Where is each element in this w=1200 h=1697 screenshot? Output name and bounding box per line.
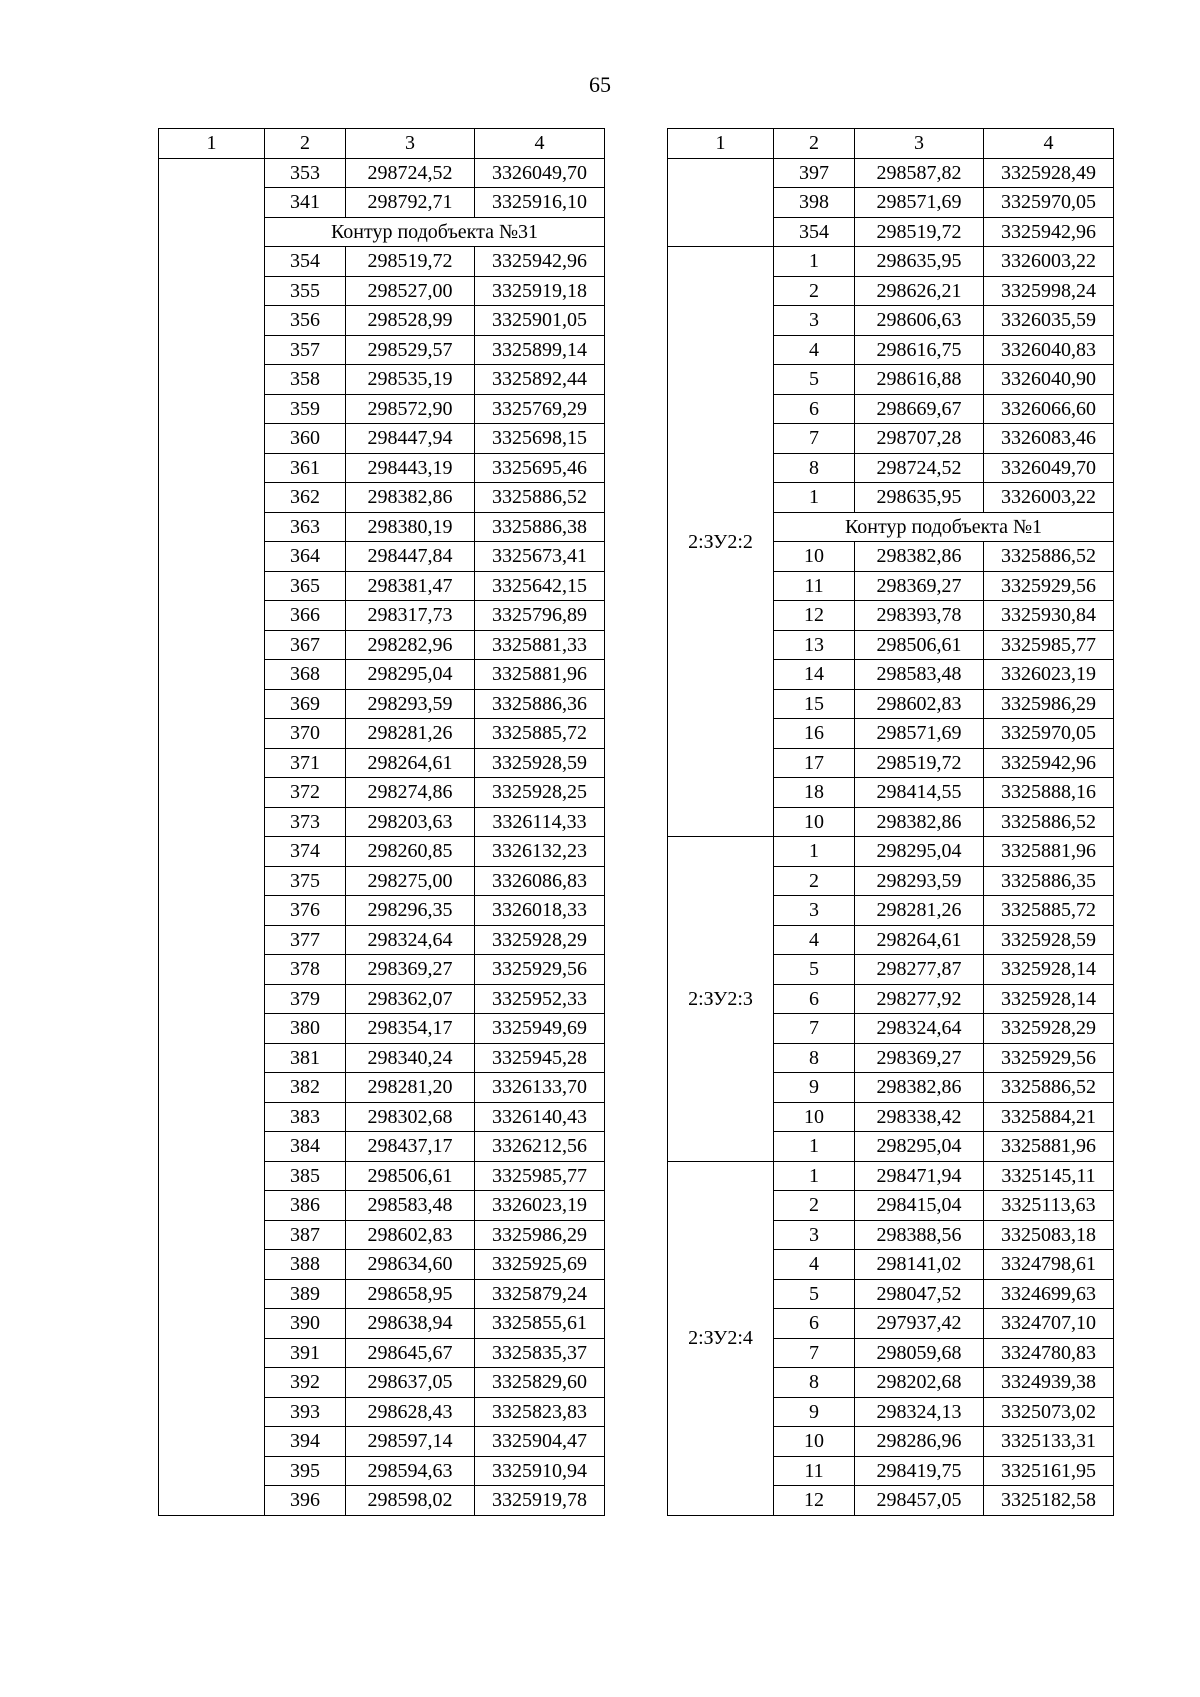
point-number: 8 (774, 1043, 855, 1073)
coordinate-y: 3326040,90 (984, 365, 1114, 395)
point-number: 375 (265, 866, 346, 896)
coordinate-y: 3325925,69 (475, 1250, 605, 1280)
coordinate-y: 3325928,25 (475, 778, 605, 808)
point-number: 393 (265, 1397, 346, 1427)
coordinate-y: 3325986,29 (984, 689, 1114, 719)
coordinate-y: 3325769,29 (475, 394, 605, 424)
coordinate-x: 298414,55 (855, 778, 984, 808)
coordinate-x: 298275,00 (346, 866, 475, 896)
coordinate-y: 3325998,24 (984, 276, 1114, 306)
point-number: 380 (265, 1014, 346, 1044)
coordinate-y: 3325161,95 (984, 1456, 1114, 1486)
point-number: 365 (265, 571, 346, 601)
point-number: 394 (265, 1427, 346, 1457)
coordinate-x: 298277,92 (855, 984, 984, 1014)
coordinate-x: 298457,05 (855, 1486, 984, 1516)
point-number: 11 (774, 1456, 855, 1486)
column-header: 3 (346, 129, 475, 159)
point-number: 358 (265, 365, 346, 395)
coordinate-y: 3324707,10 (984, 1309, 1114, 1339)
point-number: 4 (774, 1250, 855, 1280)
coordinate-y: 3325928,49 (984, 158, 1114, 188)
coordinate-y: 3325945,28 (475, 1043, 605, 1073)
point-number: 388 (265, 1250, 346, 1280)
coordinate-y: 3325929,56 (984, 1043, 1114, 1073)
coordinate-x: 298369,27 (855, 571, 984, 601)
coordinate-y: 3326083,46 (984, 424, 1114, 454)
coordinate-y: 3325928,14 (984, 984, 1114, 1014)
coordinate-y: 3325073,02 (984, 1397, 1114, 1427)
point-number: 6 (774, 984, 855, 1014)
coordinate-y: 3325881,96 (475, 660, 605, 690)
coordinate-x: 298382,86 (855, 542, 984, 572)
object-id-cell: 2:ЗУ2:3 (668, 837, 774, 1162)
coordinate-y: 3325886,36 (475, 689, 605, 719)
point-number: 17 (774, 748, 855, 778)
contour-label: Контур подобъекта №1 (774, 512, 1114, 542)
point-number: 5 (774, 365, 855, 395)
coordinate-x: 298443,19 (346, 453, 475, 483)
coordinate-x: 298264,61 (346, 748, 475, 778)
coordinate-y: 3325942,96 (475, 247, 605, 277)
coordinate-y: 3326049,70 (475, 158, 605, 188)
coordinate-y: 3325888,16 (984, 778, 1114, 808)
point-number: 12 (774, 601, 855, 631)
coordinate-x: 298506,61 (855, 630, 984, 660)
point-number: 10 (774, 542, 855, 572)
coordinate-y: 3325901,05 (475, 306, 605, 336)
coordinate-x: 298447,94 (346, 424, 475, 454)
point-number: 8 (774, 453, 855, 483)
coordinate-x: 298572,90 (346, 394, 475, 424)
coordinate-y: 3325986,29 (475, 1220, 605, 1250)
column-header: 1 (159, 129, 265, 159)
object-id-cell: 2:ЗУ2:2 (668, 247, 774, 837)
page-number: 65 (589, 72, 611, 97)
coordinate-y: 3325881,96 (984, 1132, 1114, 1162)
object-id-cell: 2:ЗУ2:4 (668, 1161, 774, 1515)
coordinate-y: 3326066,60 (984, 394, 1114, 424)
point-number: 1 (774, 1132, 855, 1162)
coordinate-y: 3326040,83 (984, 335, 1114, 365)
coordinate-x: 298637,05 (346, 1368, 475, 1398)
point-number: 356 (265, 306, 346, 336)
coordinate-x: 298571,69 (855, 719, 984, 749)
column-header: 2 (265, 129, 346, 159)
coordinate-x: 298281,26 (346, 719, 475, 749)
point-number: 10 (774, 807, 855, 837)
coordinate-y: 3325881,96 (984, 837, 1114, 867)
point-number: 4 (774, 925, 855, 955)
coordinate-y: 3325182,58 (984, 1486, 1114, 1516)
coordinate-x: 298295,04 (346, 660, 475, 690)
coordinate-y: 3325930,84 (984, 601, 1114, 631)
coordinate-y: 3325113,63 (984, 1191, 1114, 1221)
coordinate-y: 3325985,77 (984, 630, 1114, 660)
coordinate-x: 298583,48 (346, 1191, 475, 1221)
coordinate-x: 298388,56 (855, 1220, 984, 1250)
coordinate-y: 3325885,72 (475, 719, 605, 749)
coordinate-y: 3325133,31 (984, 1427, 1114, 1457)
point-number: 384 (265, 1132, 346, 1162)
coordinate-y: 3325929,56 (475, 955, 605, 985)
point-number: 397 (774, 158, 855, 188)
column-header: 1 (668, 129, 774, 159)
coordinates-table-left (158, 128, 605, 1516)
point-number: 374 (265, 837, 346, 867)
point-number: 382 (265, 1073, 346, 1103)
point-number: 5 (774, 955, 855, 985)
point-number: 3 (774, 896, 855, 926)
point-number: 354 (265, 247, 346, 277)
point-number: 396 (265, 1486, 346, 1516)
point-number: 15 (774, 689, 855, 719)
table-row (668, 247, 1114, 277)
coordinate-y: 3326114,33 (475, 807, 605, 837)
coordinate-y: 3325899,14 (475, 335, 605, 365)
coordinate-x: 298598,02 (346, 1486, 475, 1516)
coordinate-x: 298529,57 (346, 335, 475, 365)
coordinate-x: 298724,52 (346, 158, 475, 188)
coordinate-x: 298277,87 (855, 955, 984, 985)
coordinate-y: 3325855,61 (475, 1309, 605, 1339)
coordinate-x: 298634,60 (346, 1250, 475, 1280)
coordinate-y: 3325916,10 (475, 188, 605, 218)
coordinate-y: 3325928,59 (984, 925, 1114, 955)
point-number: 381 (265, 1043, 346, 1073)
point-number: 2 (774, 1191, 855, 1221)
point-number: 389 (265, 1279, 346, 1309)
table-row (159, 158, 605, 188)
point-number: 6 (774, 394, 855, 424)
coordinate-y: 3325929,56 (984, 571, 1114, 601)
coordinate-x: 298286,96 (855, 1427, 984, 1457)
point-number: 357 (265, 335, 346, 365)
coordinate-y: 3325949,69 (475, 1014, 605, 1044)
point-number: 361 (265, 453, 346, 483)
coordinate-x: 298519,72 (855, 217, 984, 247)
coordinate-y: 3326003,22 (984, 247, 1114, 277)
coordinate-x: 298202,68 (855, 1368, 984, 1398)
coordinate-y: 3325886,38 (475, 512, 605, 542)
coordinate-x: 298602,83 (346, 1220, 475, 1250)
coordinate-y: 3325928,29 (475, 925, 605, 955)
point-number: 10 (774, 1427, 855, 1457)
coordinate-x: 298295,04 (855, 837, 984, 867)
coordinate-x: 298527,00 (346, 276, 475, 306)
point-number: 6 (774, 1309, 855, 1339)
point-number: 14 (774, 660, 855, 690)
coordinate-y: 3325904,47 (475, 1427, 605, 1457)
coordinate-y: 3325928,59 (475, 748, 605, 778)
point-number: 2 (774, 866, 855, 896)
point-number: 9 (774, 1073, 855, 1103)
coordinate-x: 298616,75 (855, 335, 984, 365)
coordinate-x: 298616,88 (855, 365, 984, 395)
point-number: 366 (265, 601, 346, 631)
coordinate-y: 3325928,29 (984, 1014, 1114, 1044)
coordinate-x: 298506,61 (346, 1161, 475, 1191)
coordinate-x: 298381,47 (346, 571, 475, 601)
coordinate-y: 3326023,19 (984, 660, 1114, 690)
coordinate-x: 298382,86 (855, 1073, 984, 1103)
coordinate-y: 3324699,63 (984, 1279, 1114, 1309)
table-row (668, 158, 1114, 188)
contour-label: Контур подобъекта №31 (265, 217, 605, 247)
point-number: 385 (265, 1161, 346, 1191)
coordinate-x: 298437,17 (346, 1132, 475, 1162)
coordinate-x: 298295,04 (855, 1132, 984, 1162)
object-id-cell (159, 158, 265, 1515)
point-number: 372 (265, 778, 346, 808)
coordinate-y: 3326049,70 (984, 453, 1114, 483)
coordinate-x: 298281,26 (855, 896, 984, 926)
point-number: 3 (774, 1220, 855, 1250)
coordinate-x: 298724,52 (855, 453, 984, 483)
coordinate-x: 298338,42 (855, 1102, 984, 1132)
coordinate-y: 3325919,18 (475, 276, 605, 306)
coordinate-x: 298382,86 (346, 483, 475, 513)
coordinate-x: 298645,67 (346, 1338, 475, 1368)
point-number: 7 (774, 1014, 855, 1044)
point-number: 12 (774, 1486, 855, 1516)
coordinate-x: 298340,24 (346, 1043, 475, 1073)
coordinate-y: 3324939,38 (984, 1368, 1114, 1398)
coordinate-x: 298047,52 (855, 1279, 984, 1309)
coordinate-x: 298380,19 (346, 512, 475, 542)
coordinate-x: 298792,71 (346, 188, 475, 218)
point-number: 390 (265, 1309, 346, 1339)
coordinate-x: 298626,21 (855, 276, 984, 306)
point-number: 7 (774, 1338, 855, 1368)
column-header: 4 (475, 129, 605, 159)
coordinate-x: 298583,48 (855, 660, 984, 690)
coordinate-y: 3324780,83 (984, 1338, 1114, 1368)
column-header: 3 (855, 129, 984, 159)
coordinate-y: 3325942,96 (984, 217, 1114, 247)
point-number: 355 (265, 276, 346, 306)
point-number: 387 (265, 1220, 346, 1250)
coordinate-y: 3326023,19 (475, 1191, 605, 1221)
coordinate-x: 298354,17 (346, 1014, 475, 1044)
coordinate-y: 3325886,52 (984, 807, 1114, 837)
coordinate-y: 3325698,15 (475, 424, 605, 454)
point-number: 3 (774, 306, 855, 336)
coordinate-y: 3326018,33 (475, 896, 605, 926)
point-number: 383 (265, 1102, 346, 1132)
coordinate-x: 298606,63 (855, 306, 984, 336)
coordinate-x: 298324,64 (346, 925, 475, 955)
coordinate-y: 3325985,77 (475, 1161, 605, 1191)
coordinate-y: 3325879,24 (475, 1279, 605, 1309)
point-number: 379 (265, 984, 346, 1014)
coordinate-x: 298296,35 (346, 896, 475, 926)
coordinate-y: 3325884,21 (984, 1102, 1114, 1132)
coordinate-y: 3325642,15 (475, 571, 605, 601)
coordinate-x: 298141,02 (855, 1250, 984, 1280)
point-number: 395 (265, 1456, 346, 1486)
coordinate-y: 3325970,05 (984, 188, 1114, 218)
coordinate-x: 298571,69 (855, 188, 984, 218)
coordinate-x: 298707,28 (855, 424, 984, 454)
coordinate-x: 298059,68 (855, 1338, 984, 1368)
point-number: 1 (774, 483, 855, 513)
point-number: 364 (265, 542, 346, 572)
coordinate-x: 298535,19 (346, 365, 475, 395)
coordinate-x: 298638,94 (346, 1309, 475, 1339)
coordinate-x: 298628,43 (346, 1397, 475, 1427)
coordinate-y: 3325083,18 (984, 1220, 1114, 1250)
point-number: 371 (265, 748, 346, 778)
column-header: 4 (984, 129, 1114, 159)
coordinate-x: 298602,83 (855, 689, 984, 719)
point-number: 359 (265, 394, 346, 424)
coordinate-x: 298260,85 (346, 837, 475, 867)
coordinate-y: 3325823,83 (475, 1397, 605, 1427)
coordinate-y: 3325835,37 (475, 1338, 605, 1368)
coordinate-y: 3325910,94 (475, 1456, 605, 1486)
point-number: 368 (265, 660, 346, 690)
coordinate-x: 298597,14 (346, 1427, 475, 1457)
table-row (668, 837, 1114, 867)
point-number: 13 (774, 630, 855, 660)
point-number: 1 (774, 247, 855, 277)
point-number: 376 (265, 896, 346, 926)
coordinate-y: 3326003,22 (984, 483, 1114, 513)
coordinate-y: 3325881,33 (475, 630, 605, 660)
column-header: 2 (774, 129, 855, 159)
coordinate-x: 298419,75 (855, 1456, 984, 1486)
coordinate-x: 298362,07 (346, 984, 475, 1014)
coordinate-y: 3326133,70 (475, 1073, 605, 1103)
coordinate-x: 298415,04 (855, 1191, 984, 1221)
coordinate-x: 298293,59 (346, 689, 475, 719)
coordinate-x: 298282,96 (346, 630, 475, 660)
point-number: 392 (265, 1368, 346, 1398)
table-header-row (668, 129, 1114, 159)
coordinate-y: 3326086,83 (475, 866, 605, 896)
coordinate-y: 3325886,52 (984, 542, 1114, 572)
point-number: 8 (774, 1368, 855, 1398)
coordinate-x: 298274,86 (346, 778, 475, 808)
table-header-row (159, 129, 605, 159)
point-number: 369 (265, 689, 346, 719)
coordinate-y: 3325673,41 (475, 542, 605, 572)
coordinate-y: 3325892,44 (475, 365, 605, 395)
point-number: 386 (265, 1191, 346, 1221)
coordinate-y: 3326140,43 (475, 1102, 605, 1132)
point-number: 360 (265, 424, 346, 454)
point-number: 354 (774, 217, 855, 247)
coordinate-y: 3325952,33 (475, 984, 605, 1014)
point-number: 377 (265, 925, 346, 955)
coordinate-y: 3324798,61 (984, 1250, 1114, 1280)
point-number: 363 (265, 512, 346, 542)
coordinate-y: 3325928,14 (984, 955, 1114, 985)
coordinate-x: 298669,67 (855, 394, 984, 424)
coordinate-x: 298302,68 (346, 1102, 475, 1132)
point-number: 1 (774, 837, 855, 867)
object-id-cell (668, 158, 774, 247)
coordinate-x: 297937,42 (855, 1309, 984, 1339)
coordinate-y: 3326212,56 (475, 1132, 605, 1162)
coordinate-y: 3325919,78 (475, 1486, 605, 1516)
coordinate-y: 3325885,72 (984, 896, 1114, 926)
coordinate-x: 298324,64 (855, 1014, 984, 1044)
coordinate-y: 3325886,35 (984, 866, 1114, 896)
coordinate-y: 3325796,89 (475, 601, 605, 631)
coordinate-x: 298519,72 (346, 247, 475, 277)
point-number: 353 (265, 158, 346, 188)
coordinates-table-right (667, 128, 1114, 1516)
coordinate-x: 298393,78 (855, 601, 984, 631)
point-number: 391 (265, 1338, 346, 1368)
coordinate-x: 298382,86 (855, 807, 984, 837)
point-number: 10 (774, 1102, 855, 1132)
table-row (668, 1161, 1114, 1191)
point-number: 5 (774, 1279, 855, 1309)
coordinate-x: 298203,63 (346, 807, 475, 837)
point-number: 11 (774, 571, 855, 601)
coordinate-x: 298447,84 (346, 542, 475, 572)
coordinate-x: 298594,63 (346, 1456, 475, 1486)
point-number: 373 (265, 807, 346, 837)
coordinate-x: 298281,20 (346, 1073, 475, 1103)
point-number: 398 (774, 188, 855, 218)
coordinate-y: 3325886,52 (475, 483, 605, 513)
point-number: 362 (265, 483, 346, 513)
coordinate-y: 3325886,52 (984, 1073, 1114, 1103)
point-number: 7 (774, 424, 855, 454)
coordinate-x: 298587,82 (855, 158, 984, 188)
coordinate-x: 298519,72 (855, 748, 984, 778)
coordinate-y: 3325145,11 (984, 1161, 1114, 1191)
coordinate-y: 3325695,46 (475, 453, 605, 483)
coordinate-x: 298264,61 (855, 925, 984, 955)
coordinate-x: 298635,95 (855, 247, 984, 277)
coordinate-x: 298471,94 (855, 1161, 984, 1191)
point-number: 341 (265, 188, 346, 218)
coordinate-y: 3326035,59 (984, 306, 1114, 336)
coordinate-x: 298324,13 (855, 1397, 984, 1427)
point-number: 378 (265, 955, 346, 985)
coordinate-x: 298369,27 (855, 1043, 984, 1073)
coordinate-x: 298528,99 (346, 306, 475, 336)
point-number: 2 (774, 276, 855, 306)
point-number: 9 (774, 1397, 855, 1427)
coordinate-y: 3326132,23 (475, 837, 605, 867)
point-number: 1 (774, 1161, 855, 1191)
coordinate-x: 298317,73 (346, 601, 475, 631)
point-number: 370 (265, 719, 346, 749)
point-number: 367 (265, 630, 346, 660)
coordinate-x: 298658,95 (346, 1279, 475, 1309)
point-number: 4 (774, 335, 855, 365)
coordinate-x: 298369,27 (346, 955, 475, 985)
point-number: 16 (774, 719, 855, 749)
coordinate-x: 298293,59 (855, 866, 984, 896)
point-number: 18 (774, 778, 855, 808)
coordinate-y: 3325970,05 (984, 719, 1114, 749)
coordinate-y: 3325942,96 (984, 748, 1114, 778)
coordinate-x: 298635,95 (855, 483, 984, 513)
coordinate-y: 3325829,60 (475, 1368, 605, 1398)
